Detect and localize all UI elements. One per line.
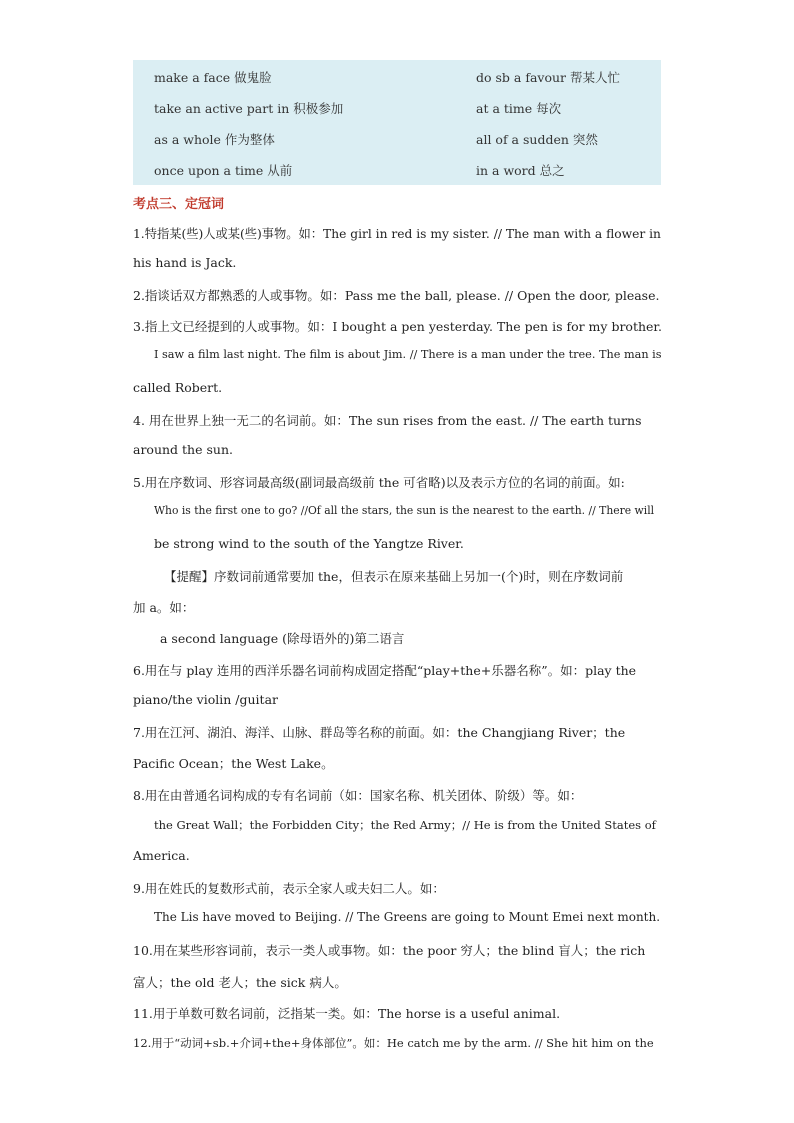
reminder-line: 【提醒】序数词前通常要加 the，但表示在原来基础上另加一(个)时，则在序数词前: [164, 569, 624, 584]
phrase-cell: do sb a favour 帮某人忙: [476, 70, 620, 85]
body-line: 10.用在某些形容词前，表示一类人或事物。如：the poor 穷人；the blind 盲人；the rich: [133, 943, 646, 958]
body-line: 4. 用在世界上独一无二的名词前。如：The sun rises from the east. // The earth turns: [133, 413, 642, 428]
body-line: 11.用于单数可数名词前，泛指某一类。如：The horse is a useful animal.: [133, 1006, 561, 1021]
phrase-cell: take an active part in 积极参加: [154, 101, 344, 116]
body-line: piano/the violin /guitar: [133, 692, 279, 707]
body-line: The Lis have moved to Beijing. // The Greens are going to Mount Emei next month.: [154, 910, 661, 924]
phrase-cell: make a face 做鬼脸: [154, 70, 272, 85]
body-line: 9.用在姓氏的复数形式前，表示全家人或夫妇二人。如：: [133, 881, 445, 896]
phrase-cell: as a whole 作为整体: [154, 132, 275, 147]
body-line: Who is the first one to go? //Of all the stars, the sun is the nearest to the earth. // There will: [154, 504, 655, 517]
body-line: 12.用于“动词+sb.+介词+the+身体部位”。如：He catch me by the arm. // She hit him on the: [133, 1036, 654, 1050]
body-line: 富人；the old 老人；the sick 病人。: [133, 975, 347, 990]
body-line: 加 a。如：: [133, 600, 195, 615]
phrase-cell: all of a sudden 突然: [476, 132, 598, 147]
section-heading: 考点三、定冠词: [133, 197, 225, 212]
body-line: 3.指上文已经提到的人或事物。如：I bought a pen yesterday. The pen is for my brother.: [133, 319, 662, 334]
body-line: his hand is Jack.: [133, 255, 237, 270]
body-line: 2.指谈话双方都熟悉的人或事物。如：Pass me the ball, please. // Open the door, please.: [133, 288, 660, 303]
example-line: a second language (除母语外的)第二语言: [160, 631, 405, 646]
body-line: be strong wind to the south of the Yangtze River.: [154, 536, 464, 551]
body-line: 8.用在由普通名词构成的专有名词前（如：国家名称、机关团体、阶级）等。如：: [133, 788, 583, 803]
body-line: 1.特指某(些)人或某(些)事物。如：The girl in red is my sister. // The man with a flower in: [133, 227, 661, 241]
phrase-cell: at a time 每次: [476, 101, 562, 116]
body-line: around the sun.: [133, 442, 233, 457]
body-line: 6.用在与 play 连用的西洋乐器名词前构成固定搭配“play+the+乐器名称”。如：play the: [133, 663, 637, 678]
body-line: the Great Wall；the Forbidden City；the Red Army；// He is from the United States of: [154, 818, 656, 832]
phrase-cell: once upon a time 从前: [154, 163, 293, 178]
body-line: 7.用在江河、湖泊、海洋、山脉、群岛等名称的前面。如：the Changjiang River；the: [133, 725, 626, 740]
body-line: called Robert.: [133, 380, 223, 395]
body-line: America.: [133, 848, 190, 863]
phrase-cell: in a word 总之: [476, 163, 565, 178]
phrase-table: [133, 60, 661, 185]
body-line: Pacific Ocean；the West Lake。: [133, 756, 334, 771]
body-line: 5.用在序数词、形容词最高级(副词最高级前 the 可省略)以及表示方位的名词的前面。如:: [133, 475, 625, 490]
body-line: I saw a film last night. The film is about Jim. // There is a man under the tree. The man is: [154, 348, 662, 361]
